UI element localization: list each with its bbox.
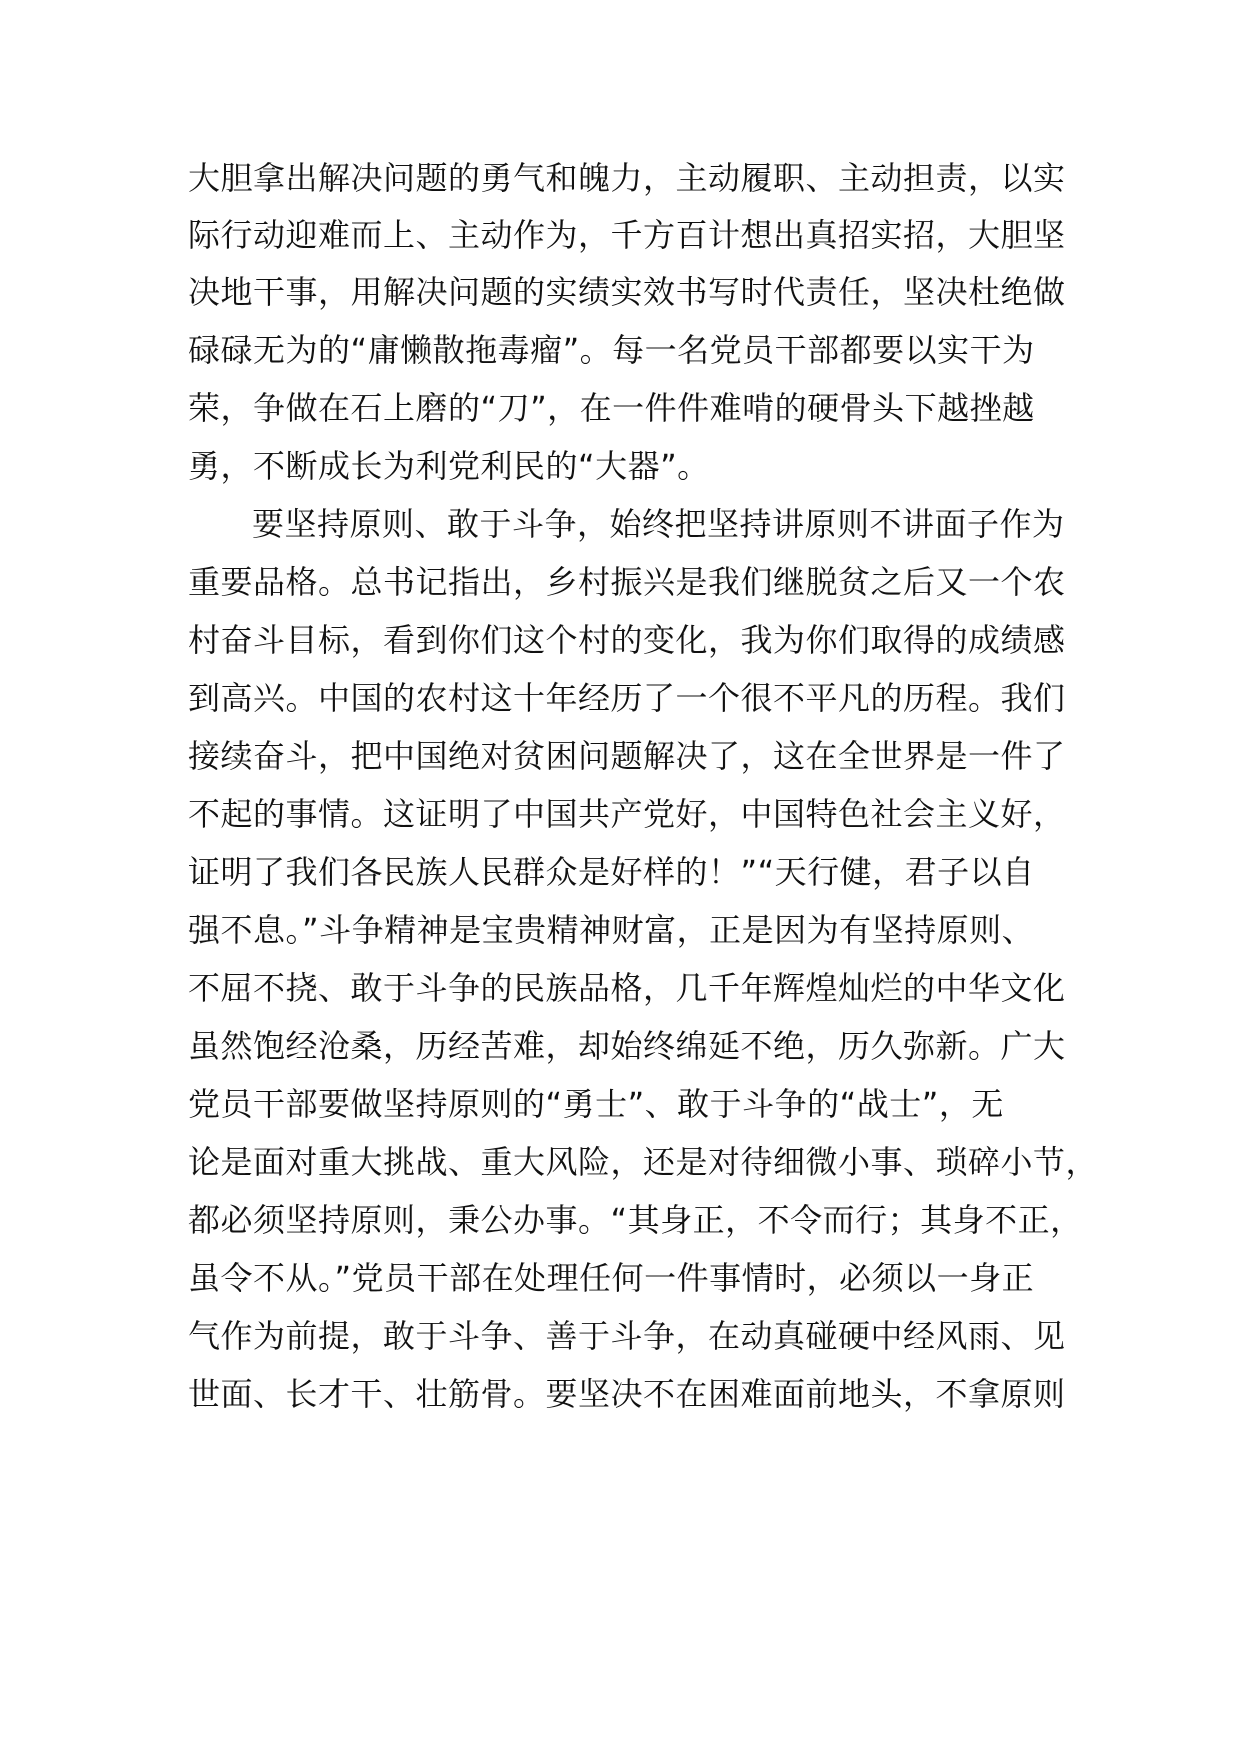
text-line: 都必须坚持原则，秉公办事。“其身正，不令而行；其身不正， — [188, 1201, 1083, 1239]
text-line: 证明了我们各民族人民群众是好样的！”“天行健，君子以自 — [188, 853, 1035, 891]
text-line: 世面、长才干、壮筋骨。要坚决不在困难面前地头，不拿原则 — [188, 1375, 1066, 1413]
text-line: 荣，争做在石上磨的“刀”，在一件件难啃的硬骨头下越挫越 — [188, 389, 1035, 427]
text-line: 际行动迎难而上、主动作为，千方百计想出真招实招，大胆坚 — [188, 216, 1066, 254]
text-line: 强不息。”斗争精神是宝贵精神财富，正是因为有坚持原则、 — [188, 911, 1035, 949]
text-line: 不起的事情。这证明了中国共产党好，中国特色社会主义好， — [188, 795, 1066, 833]
text-line: 到高兴。中国的农村这十年经历了一个很不平凡的历程。我们 — [188, 679, 1066, 717]
text-line: 论是面对重大挑战、重大风险，还是对待细微小事、琐碎小节， — [188, 1143, 1099, 1181]
text-line: 接续奋斗，把中国绝对贫困问题解决了，这在全世界是一件了 — [188, 737, 1066, 775]
text-line: 虽令不从。”党员干部在处理任何一件事情时，必须以一身正 — [188, 1259, 1035, 1297]
text-line: 村奋斗目标，看到你们这个村的变化，我为你们取得的成绩感 — [188, 621, 1066, 659]
text-line: 大胆拿出解决问题的勇气和魄力，主动履职、主动担责，以实 — [188, 159, 1066, 197]
text-line: 要坚持原则、敢于斗争，始终把坚持讲原则不讲面子作为 — [252, 505, 1065, 543]
text-line: 不屈不挠、敢于斗争的民族品格，几千年辉煌灿烂的中华文化 — [188, 969, 1066, 1007]
text-line: 重要品格。总书记指出，乡村振兴是我们继脱贫之后又一个农 — [188, 563, 1066, 601]
text-line: 碌碌无为的“庸懒散拖毒瘤”。每一名党员干部都要以实干为 — [188, 331, 1035, 369]
text-line: 气作为前提，敢于斗争、善于斗争，在动真碰硬中经风雨、见 — [188, 1317, 1066, 1355]
text-line: 决地干事，用解决问题的实绩实效书写时代责任，坚决杜绝做 — [188, 273, 1066, 311]
text-line: 虽然饱经沧桑，历经苦难，却始终绵延不绝，历久弥新。广大 — [188, 1027, 1066, 1065]
text-line: 党员干部要做坚持原则的“勇士”、敢于斗争的“战士”，无 — [188, 1085, 1004, 1123]
text-line: 勇，不断成长为利党利民的“大器”。 — [188, 447, 710, 485]
